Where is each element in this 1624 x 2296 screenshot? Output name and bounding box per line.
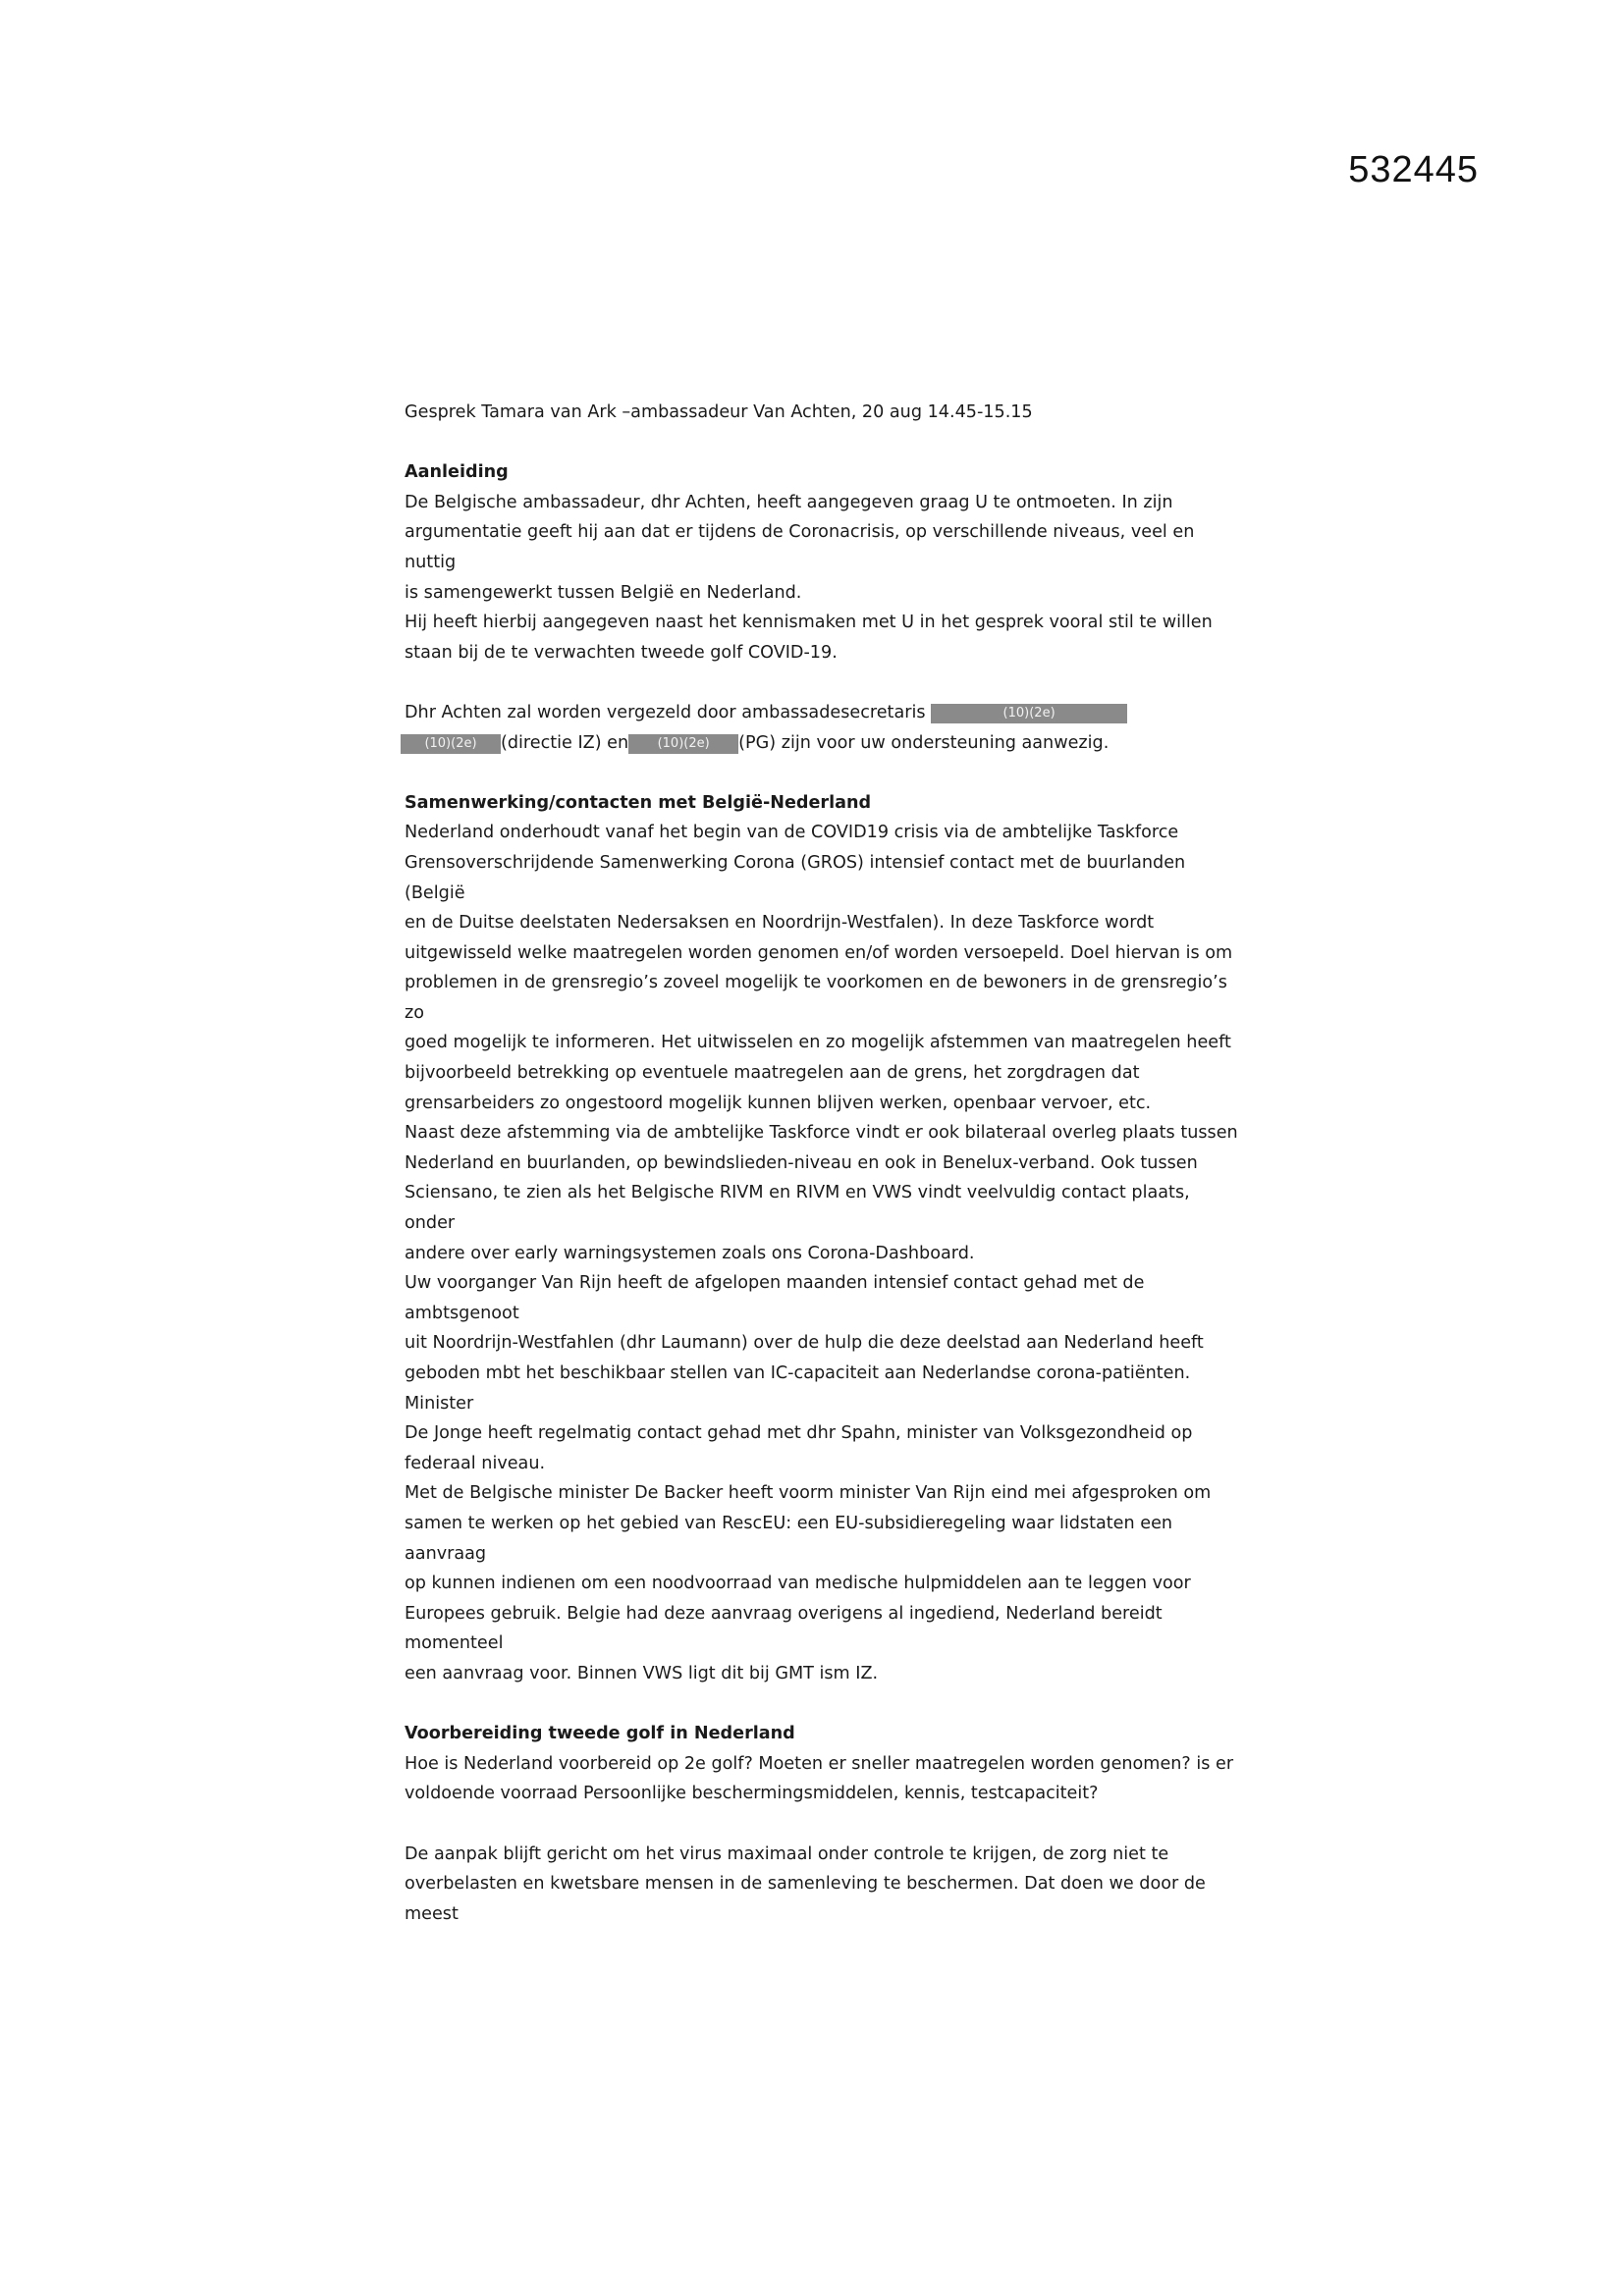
paragraph-line: argumentatie geeft hij aan dat er tijdens de Coronacrisis, op verschillende niveaus, veel en nuttig <box>405 522 1195 572</box>
paragraph-line: Hoe is Nederland voorbereid op 2e golf? Moeten er sneller maatregelen worden genomen? is er <box>405 1753 1234 1774</box>
paragraph-line: Grensoverschrijdende Samenwerking Corona (GROS) intensief contact met de buurlanden (België <box>405 852 1186 903</box>
paragraph-line: Nederland onderhoudt vanaf het begin van de COVID19 crisis via de ambtelijke Taskforce <box>405 823 1179 843</box>
paragraph-line: overbelasten en kwetsbare mensen in de samenleving te beschermen. Dat doen we door de meest <box>405 1874 1206 1924</box>
paragraph-line: Naast deze afstemming via de ambtelijke Taskforce vindt er ook bilateraal overleg plaats tussen <box>405 1123 1238 1144</box>
paragraph-line: problemen in de grensregio’s zoveel mogelijk te voorkomen en de bewoners in de grensregio’s zo <box>405 973 1227 1023</box>
paragraph-line: Sciensano, te zien als het Belgische RIVM en RIVM en VWS vindt veelvuldig contact plaats, onder <box>405 1183 1190 1234</box>
paragraph-line: een aanvraag voor. Binnen VWS ligt dit bij GMT ism IZ. <box>405 1663 879 1683</box>
paragraph-line: staan bij de te verwachten tweede golf COVID-19. <box>405 642 838 663</box>
paragraph-line: Hij heeft hierbij aangegeven naast het kennismaken met U in het gesprek vooral stil te willen <box>405 613 1213 633</box>
document-number: 532445 <box>1348 149 1479 190</box>
paragraph-line: Uw voorganger Van Rijn heeft de afgelopen maanden intensief contact gehad met de ambtsgenoot <box>405 1273 1145 1323</box>
paragraph-line: geboden mbt het beschikbaar stellen van IC-capaciteit aan Nederlandse corona-patiënten. Minister <box>405 1363 1191 1414</box>
paragraph-line: De Jonge heeft regelmatig contact gehad met dhr Spahn, minister van Volksgezondheid op <box>405 1423 1193 1444</box>
redaction-box: (10)(2e) <box>628 734 738 754</box>
paragraph-line: en de Duitse deelstaten Nedersaksen en Noordrijn-Westfalen). In deze Taskforce wordt <box>405 913 1155 934</box>
paragraph-line: samen te werken op het gebied van RescEU: een EU-subsidieregeling waar lidstaten een aanvraag <box>405 1513 1173 1564</box>
attendees-line-2 <box>401 728 1239 759</box>
paragraph-line: Europees gebruik. Belgie had deze aanvraag overigens al ingediend, Nederland bereidt momenteel <box>405 1603 1163 1654</box>
attendees-text: Dhr Achten zal worden vergezeld door ambassadesecretaris <box>405 702 926 722</box>
section-heading-aanleiding: Aanleiding <box>405 462 509 483</box>
paragraph-line: Nederland en buurlanden, op bewindslieden-niveau en ook in Benelux-verband. Ook tussen <box>405 1152 1198 1173</box>
paragraph-line: uitgewisseld welke maatregelen worden genomen en/of worden versoepeld. Doel hiervan is om <box>405 942 1233 963</box>
paragraph-line: De Belgische ambassadeur, dhr Achten, heeft aangegeven graag U te ontmoeten. In zijn <box>405 492 1173 512</box>
paragraph-line: op kunnen indienen om een noodvoorraad van medische hulpmiddelen aan te leggen voor <box>405 1574 1191 1594</box>
paragraph-line: grensarbeiders zo ongestoord mogelijk kunnen blijven werken, openbaar vervoer, etc. <box>405 1093 1152 1113</box>
paragraph-line: goed mogelijk te informeren. Het uitwisselen en zo mogelijk afstemmen van maatregelen heeft <box>405 1033 1231 1053</box>
paragraph-line: bijvoorbeeld betrekking op eventuele maatregelen aan de grens, het zorgdragen dat <box>405 1063 1140 1084</box>
attendees-text: (PG) zijn voor uw ondersteuning aanwezig. <box>738 732 1110 753</box>
document-title: Gesprek Tamara van Ark –ambassadeur Van Achten, 20 aug 14.45-15.15 <box>405 402 1033 422</box>
redaction-box: (10)(2e) <box>931 704 1127 723</box>
paragraph-line: uit Noordrijn-Westfahlen (dhr Laumann) over de hulp die deze deelstad aan Nederland heeft <box>405 1333 1204 1354</box>
attendees-line-1 <box>405 698 1239 728</box>
attendees-text: (directie IZ) en <box>501 732 629 753</box>
paragraph-line: Met de Belgische minister De Backer heeft voorm minister Van Rijn eind mei afgesproken om <box>405 1483 1212 1504</box>
document-body <box>405 398 1239 1929</box>
section-heading-voorbereiding: Voorbereiding tweede golf in Nederland <box>405 1724 795 1744</box>
paragraph-line: De aanpak blijft gericht om het virus maximaal onder controle te krijgen, de zorg niet te <box>405 1843 1169 1864</box>
section-heading-samenwerking: Samenwerking/contacten met België-Nederland <box>405 792 872 813</box>
paragraph-line: is samengewerkt tussen België en Nederland. <box>405 582 802 603</box>
redaction-box: (10)(2e) <box>401 734 501 754</box>
paragraph-line: voldoende voorraad Persoonlijke beschermingsmiddelen, kennis, testcapaciteit? <box>405 1784 1099 1804</box>
paragraph-line: andere over early warningsystemen zoals ons Corona-Dashboard. <box>405 1243 975 1263</box>
paragraph-line: federaal niveau. <box>405 1453 546 1473</box>
